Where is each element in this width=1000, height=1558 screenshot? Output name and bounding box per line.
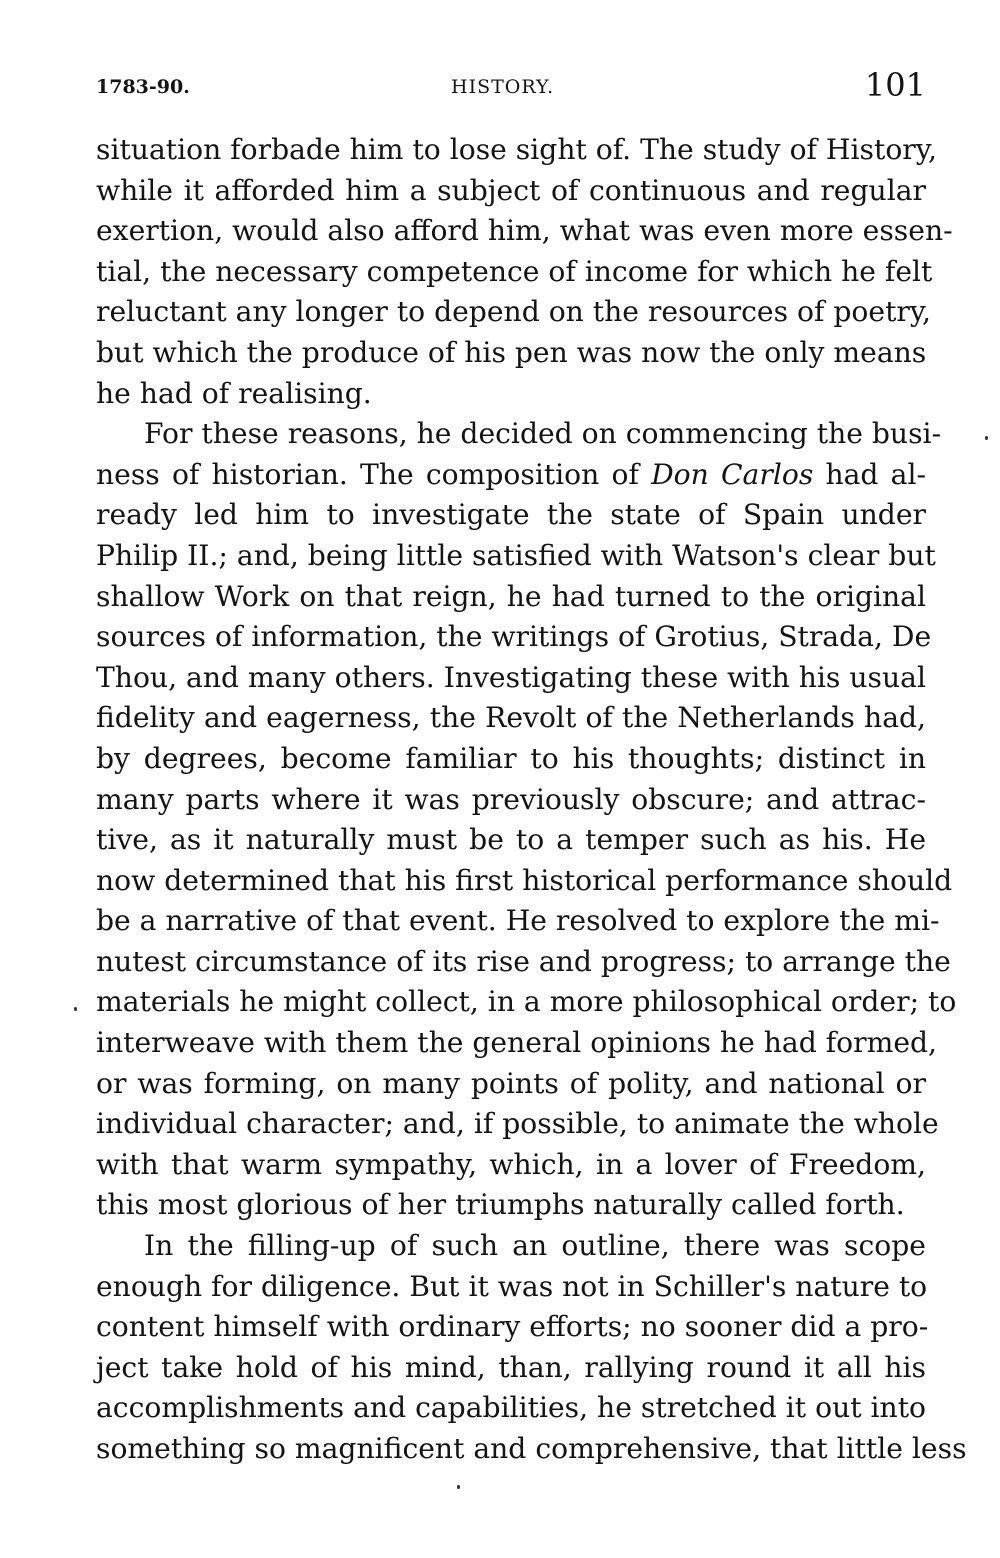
- text-line: In the filling-up of such an outline, there was scope: [144, 1229, 926, 1263]
- paragraph-1: [96, 130, 953, 414]
- text-line: content himself with ordinary efforts; no sooner did a pro-: [96, 1310, 929, 1344]
- text-line: Thou, and many others. Investigating these with his usual: [96, 660, 926, 694]
- text-line: situation forbade him to lose sight of. The study of History,: [96, 133, 937, 166]
- text-line: fidelity and eagerness, the Revolt of the Netherlands had,: [96, 701, 926, 735]
- scan-speck: [74, 1007, 77, 1011]
- text-line: but which the produce of his pen was now the only means: [96, 335, 927, 369]
- text-line: exertion, would also afford him, what was even more essen-: [96, 214, 953, 248]
- text-line: individual character; and, if possible, to animate the whole: [96, 1107, 939, 1141]
- text-line: [96, 455, 926, 496]
- text-line: now determined that his first historical performance should: [96, 863, 953, 897]
- text-line: tial, the necessary competence of income for which he felt: [96, 254, 933, 288]
- text-line: ject take hold of his mind, than, rallying round it all his: [96, 1350, 926, 1384]
- text-line: enough for diligence. But it was not in Schiller's nature to: [96, 1269, 928, 1303]
- running-header: [96, 62, 926, 112]
- text-line: sources of information, the writings of Grotius, Strada, De: [96, 620, 932, 654]
- text-segment: ness of historian. The composition of: [96, 457, 652, 491]
- paragraph-2: [96, 414, 957, 1226]
- text-line: interweave with them the general opinions he had formed,: [96, 1026, 938, 1060]
- text-line: he had of realising.: [96, 376, 372, 410]
- body-text: [96, 130, 967, 1470]
- page-number: 101: [864, 66, 926, 104]
- header-years: 1783-90.: [96, 76, 190, 98]
- text-line: shallow Work on that reign, he had turned to the original: [96, 579, 926, 613]
- work-title-don-carlos: Don Carlos: [651, 457, 814, 491]
- header-title: HISTORY.: [451, 76, 555, 98]
- text-line: this most glorious of her triumphs naturally called forth.: [96, 1188, 905, 1222]
- text-line: reluctant any longer to depend on the resources of poetry,: [96, 295, 932, 329]
- text-line: something so magnificent and comprehensive, that little less: [96, 1432, 967, 1465]
- text-line: nutest circumstance of its rise and progress; to arrange the: [96, 944, 951, 978]
- text-line: be a narrative of that event. He resolved to explore the mi-: [96, 904, 940, 938]
- text-segment: had al-: [813, 457, 926, 491]
- text-line: ready led him to investigate the state of Spain under: [96, 498, 926, 532]
- scan-speck: [457, 1485, 460, 1489]
- text-line: Philip II.; and, being little satisfied with Watson's clear but: [96, 538, 936, 572]
- text-line: materials he might collect, in a more philosophical order; to: [96, 985, 957, 1019]
- text-line: many parts where it was previously obscure; and attrac-: [96, 782, 926, 816]
- text-line: by degrees, become familiar to his thoughts; distinct in: [96, 741, 926, 775]
- text-line: For these reasons, he decided on commencing the busi-: [144, 417, 942, 451]
- scan-speck: [985, 436, 988, 440]
- text-line: tive, as it naturally must be to a temper such as his. He: [96, 823, 926, 857]
- text-line: while it afforded him a subject of continuous and regular: [96, 173, 926, 207]
- text-line: accomplishments and capabilities, he stretched it out into: [96, 1391, 926, 1425]
- paragraph-3: [96, 1226, 967, 1470]
- text-line: with that warm sympathy, which, in a lover of Freedom,: [96, 1147, 926, 1181]
- text-line: or was forming, on many points of polity, and national or: [96, 1066, 926, 1100]
